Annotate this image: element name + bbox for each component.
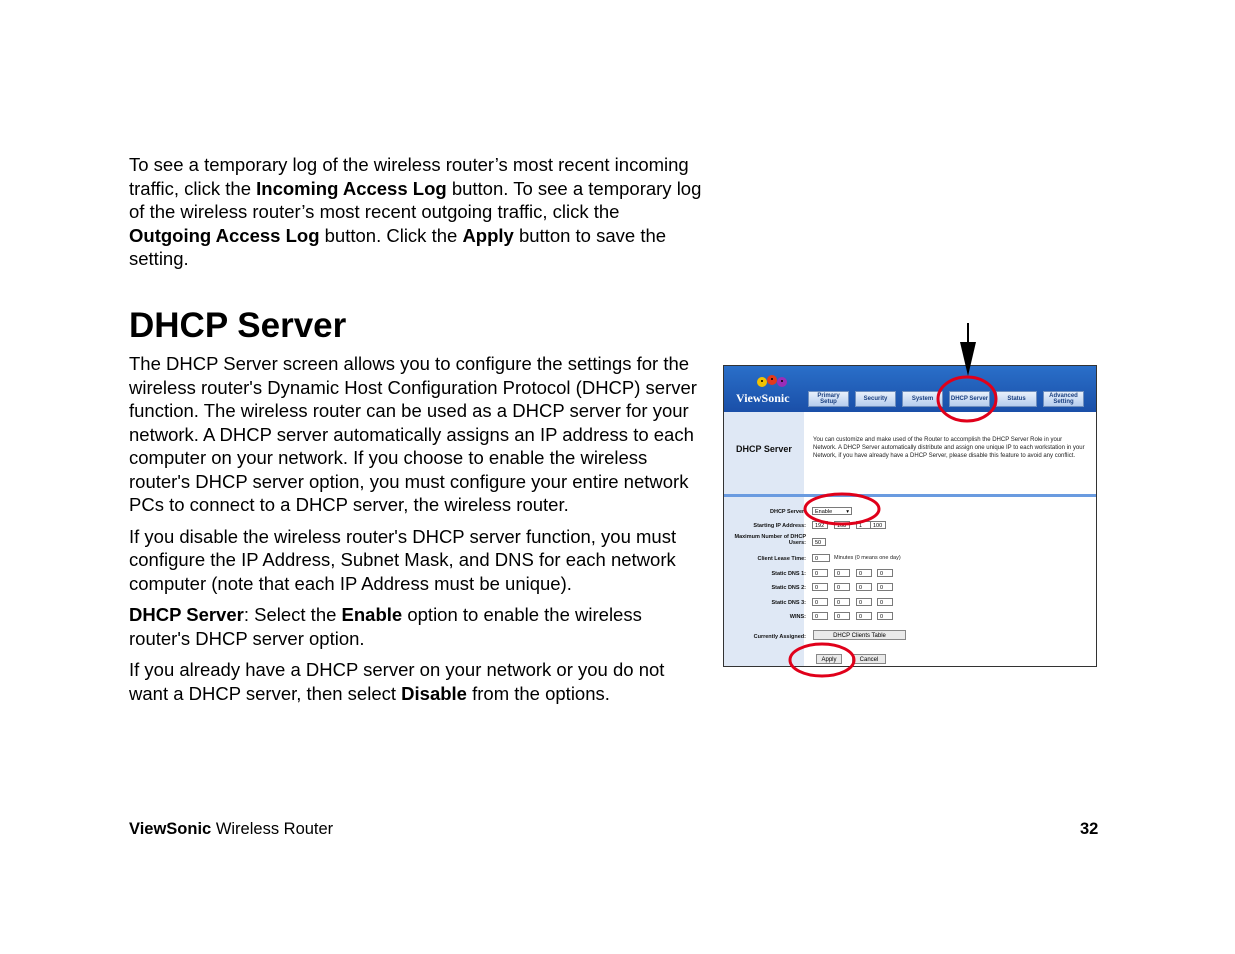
max-users-field[interactable]: 50 <box>812 538 826 546</box>
dhcp-server-select[interactable] <box>812 507 852 515</box>
lease-time-note: Minutes (0 means one day) <box>834 555 901 561</box>
cancel-button[interactable]: Cancel <box>852 654 886 664</box>
dns2-octet-2[interactable]: 0 <box>834 583 850 591</box>
router-tab-bar <box>808 391 1084 407</box>
text: button. To see a temporary log of the wireless router’s most recent outgoing traffic, click the <box>129 177 702 222</box>
tab-security[interactable]: Security <box>855 391 896 407</box>
label-max-users: Maximum Number of DHCP Users: <box>734 534 806 546</box>
apply-button[interactable]: Apply <box>816 654 842 664</box>
ip-octet-1[interactable]: 192 <box>812 521 828 529</box>
dns1-octet-2[interactable]: 0 <box>834 569 850 577</box>
text: button. Click the <box>319 224 463 246</box>
body-paragraph-3 <box>129 603 704 650</box>
wins-octet-3[interactable]: 0 <box>856 612 872 620</box>
router-screenshot <box>723 365 1097 667</box>
outgoing-access-log-ref: Outgoing Access Log <box>129 224 320 246</box>
wins-octet-2[interactable]: 0 <box>834 612 850 620</box>
dns1-octet-3[interactable]: 0 <box>856 569 872 577</box>
dns3-octet-1[interactable]: 0 <box>812 598 828 606</box>
dns2-octet-3[interactable]: 0 <box>856 583 872 591</box>
label-static-dns-3: Static DNS 3: <box>771 600 806 606</box>
dns1-octet-1[interactable]: 0 <box>812 569 828 577</box>
incoming-access-log-ref: Incoming Access Log <box>256 177 447 199</box>
dns2-octet-1[interactable]: 0 <box>812 583 828 591</box>
dns1-octet-4[interactable]: 0 <box>877 569 893 577</box>
disable-term: Disable <box>401 682 467 704</box>
text: If you already have a DHCP server on your network or you do not want a DHCP server, then select <box>129 659 665 704</box>
dns3-octet-4[interactable]: 0 <box>877 598 893 606</box>
tab-primary-setup[interactable]: Primary Setup <box>808 391 849 407</box>
footer-product <box>129 820 333 839</box>
body-paragraph-4 <box>129 658 704 705</box>
label-starting-ip: Starting IP Address: <box>753 523 806 529</box>
tab-advanced-setting[interactable]: Advanced Setting <box>1043 391 1084 407</box>
router-intro-text: You can customize and make used of the Router to accomplish the DHCP Server Role in your Network. A DHCP Server automatically distribute and assign one unique IP to each workstation in your Network, if you have already have a DHCP Server, please disable this feature to avoid any conflict. <box>813 437 1085 459</box>
viewsonic-birds-logo-icon <box>752 370 792 390</box>
ip-octet-4[interactable]: 100 <box>870 521 886 529</box>
router-section-title: DHCP Server <box>736 444 792 454</box>
text: To see a temporary log of the wireless router’s most recent incoming traffic, click the <box>129 154 689 199</box>
dns3-octet-3[interactable]: 0 <box>856 598 872 606</box>
dhcp-server-term: DHCP Server <box>129 604 244 625</box>
text: : Select the <box>243 604 342 625</box>
wins-octet-1[interactable]: 0 <box>812 612 828 620</box>
viewsonic-logo: ViewSonic <box>736 391 790 405</box>
ip-octet-2[interactable]: 168 <box>834 521 850 529</box>
text: button to save the setting. <box>129 224 667 269</box>
chevron-down-icon: ▾ <box>846 509 849 515</box>
body-paragraph-2: If you disable the wireless router's DHCP server function, you must configure the IP Address, Subnet Mask, and DNS for each network computer (note that each IP Address must be unique). <box>129 525 677 594</box>
text: option to enable the wireless router's DHCP server option. <box>129 604 642 649</box>
wins-octet-4[interactable]: 0 <box>877 612 893 620</box>
lease-time-field[interactable]: 0 <box>812 554 830 562</box>
section-body <box>129 352 704 713</box>
enable-term: Enable <box>341 604 403 625</box>
tab-status[interactable]: Status <box>996 391 1037 407</box>
dns2-octet-4[interactable]: 0 <box>877 583 893 591</box>
label-lease-time: Client Lease Time: <box>757 556 806 562</box>
dhcp-select-value: Enable <box>815 509 833 515</box>
tab-system[interactable]: System <box>902 391 943 407</box>
dns3-octet-2[interactable]: 0 <box>834 598 850 606</box>
label-dhcp-server: DHCP Server: <box>770 509 806 515</box>
router-divider <box>724 494 1096 497</box>
label-currently-assigned: Currently Assigned: <box>753 634 806 640</box>
dhcp-clients-table-button[interactable]: DHCP Clients Table <box>813 630 906 640</box>
apply-ref: Apply <box>462 224 514 246</box>
section-heading: DHCP Server <box>129 306 347 345</box>
text: from the options. <box>466 682 610 704</box>
footer-product-name: Wireless Router <box>211 820 334 838</box>
footer-brand: ViewSonic <box>129 820 212 838</box>
label-static-dns-1: Static DNS 1: <box>771 571 806 577</box>
page-number: 32 <box>1080 820 1099 838</box>
ip-octet-3[interactable]: 1 <box>856 521 872 529</box>
label-static-dns-2: Static DNS 2: <box>771 585 806 591</box>
tab-dhcp-server[interactable]: DHCP Server <box>949 391 990 407</box>
intro-paragraph <box>129 153 704 271</box>
body-paragraph-1: The DHCP Server screen allows you to configure the settings for the wireless router's Dynamic Host Configuration Protocol (DHCP) server function. The wireless router can be used as a DHCP server for your network. A DHCP server automatically assigns an IP address to each computer on your network. If you choose to enable the wireless router's DHCP server option, you must configure your entire network PCs to connect to a DHCP server, the wireless router. <box>129 353 697 515</box>
label-wins: WINS: <box>789 614 806 620</box>
